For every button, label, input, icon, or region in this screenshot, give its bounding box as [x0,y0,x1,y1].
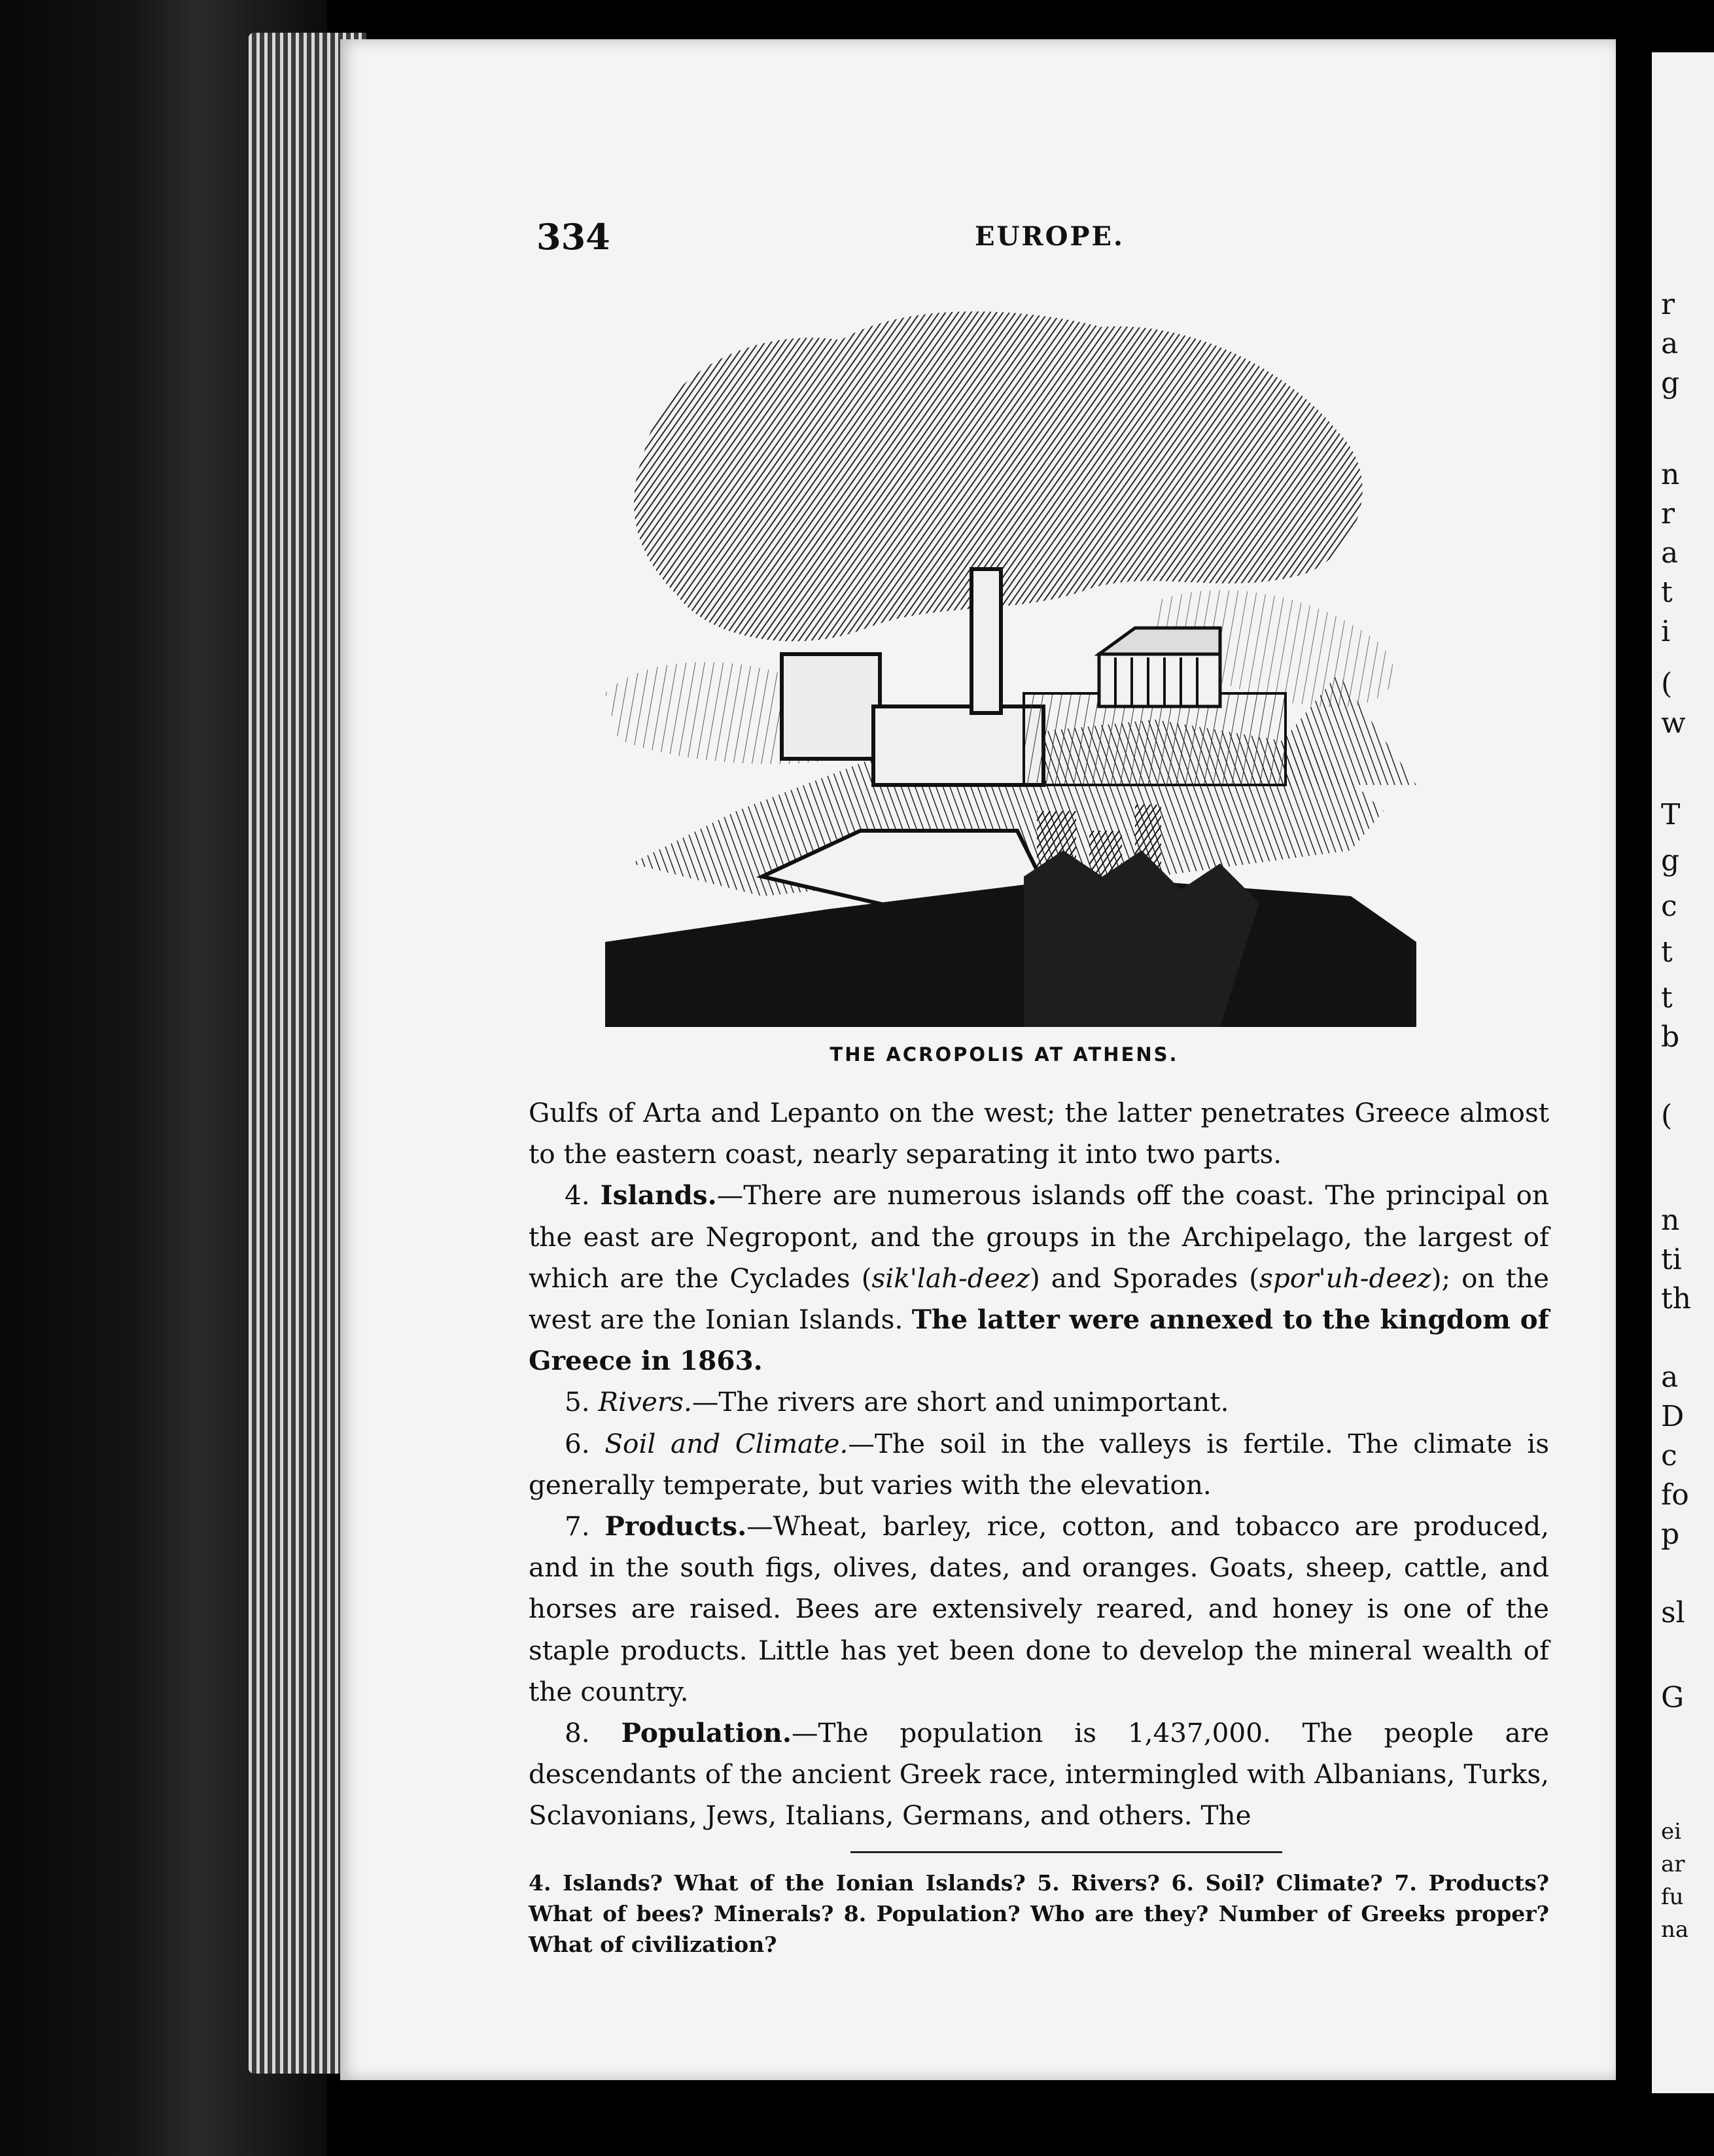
facing-page-text-fragment: ( [1661,1099,1673,1132]
questions-text: 4. Islands? What of the Ionian Islands? 5. Rivers? 6. Soil? Climate? 7. Products? What of bees? Minerals? 8. Population? Who are they? Number of Greeks proper? What of civilization? [529,1870,1549,1957]
facing-page-text-fragment: r [1661,497,1675,530]
page-header [340,216,1616,268]
fortress-wall [873,706,1043,785]
facing-page-text-fragment: sl [1661,1596,1685,1629]
section-heading: Rivers. [598,1386,692,1418]
facing-page-text-fragment: D [1661,1400,1685,1433]
facing-page-text-fragment: c [1661,1439,1677,1472]
pronunciation: spor'uh-deez [1259,1262,1431,1294]
facing-page-text-fragment: ar [1661,1851,1685,1877]
section-heading: Population. [621,1717,792,1749]
facing-page-text-fragment: t [1661,981,1673,1015]
facing-page-text-fragment: t [1661,576,1673,609]
paragraph: Gulfs of Arta and Lepanto on the west; the latter penetrates Greece almost to the eastern coast, nearly separating it into two parts. [529,1097,1549,1170]
fortress-tower [782,654,880,759]
facing-page-text-fragment: fo [1661,1478,1689,1512]
foreground-ground [605,877,1416,1027]
paragraph-islands: 4. Islands.—There are numerous islands off the coast. The principal on the east are Negropont, and the groups in the Archipelago, the largest of which are the Cyclades (sik'lah-deez) and Sporades (spor'uh-deez); on the west are the Ionian Islands. The latter were annexed to the kingdom of Greece in 1863. [529,1179,1550,1377]
facing-page-text-fragment: ti [1661,1243,1682,1276]
facing-page-text-fragment: p [1661,1518,1680,1551]
facing-page-text-fragment: w [1661,706,1686,740]
running-title: EUROPE. [975,221,1125,252]
figure-caption: THE ACROPOLIS AT ATHENS. [830,1043,1179,1066]
section-heading: Soil and Climate. [604,1427,848,1459]
facing-page-text-fragment: na [1661,1917,1689,1943]
section-heading: Products. [604,1510,747,1542]
facing-page-text-fragment: n [1661,458,1680,491]
paragraph-rivers: 5. Rivers.—The rivers are short and unimportant. [565,1386,1229,1418]
footnote-rule [850,1851,1282,1853]
paragraph-soil-climate: 6. Soil and Climate.—The soil in the valleys is fertile. The climate is generally temperate, but varies with the elevation. [529,1427,1550,1501]
bold-sentence: The latter were annexed to the kingdom of Greece in 1863. [529,1304,1550,1377]
section-heading: Islands. [600,1179,717,1211]
paragraph-population: 8. Population.—The population is 1,437,000. The people are descendants of the ancient Greek race, intermingled with Albanians, Turks, Sclavonians, Jews, Italians, Germans, and others. The [529,1717,1550,1832]
facing-page-text-fragment: a [1661,536,1679,570]
foreground-trees [1024,850,1259,1027]
facing-page-text-fragment: r [1661,288,1675,321]
paragraph-products: 7. Products.—Wheat, barley, rice, cotton, and tobacco are produced, and in the south figs, olives, dates, and oranges. Goats, sheep, cattle, and horses are raised. Bees are extensively reared, and honey is one of the staple products. Little has yet been done to develop the mineral wealth of the country. [529,1510,1550,1707]
facing-page-text-fragment: ei [1661,1818,1681,1845]
facing-page-text-fragment: i [1661,615,1671,648]
page-number: 334 [536,216,610,258]
review-questions [529,1868,1549,1960]
facing-page-text-fragment: g [1661,844,1680,877]
facing-page-text-fragment: g [1661,366,1680,400]
facing-page-edge [1652,52,1714,2093]
book-page [340,39,1616,2080]
facing-page-text-fragment: a [1661,327,1679,360]
acropolis-engraving [566,288,1443,1053]
facing-page-text-fragment: n [1661,1204,1680,1237]
facing-page-text-fragment: c [1661,890,1677,923]
facing-page-text-fragment: G [1661,1681,1685,1714]
parthenon-roof [1099,628,1220,654]
parthenon-colonnade [1099,654,1220,706]
tall-tower [971,569,1001,713]
facing-page-text-fragment: th [1661,1282,1692,1315]
facing-page-text-fragment: T [1661,798,1681,831]
facing-page-text-fragment: fu [1661,1884,1684,1910]
facing-page-text-fragment: t [1661,935,1673,969]
pronunciation: sik'lah-deez [871,1262,1030,1294]
facing-page-text-fragment: ( [1661,667,1673,701]
body-text [529,1092,1549,1837]
facing-page-text-fragment: a [1661,1361,1679,1394]
facing-page-text-fragment: b [1661,1020,1680,1054]
